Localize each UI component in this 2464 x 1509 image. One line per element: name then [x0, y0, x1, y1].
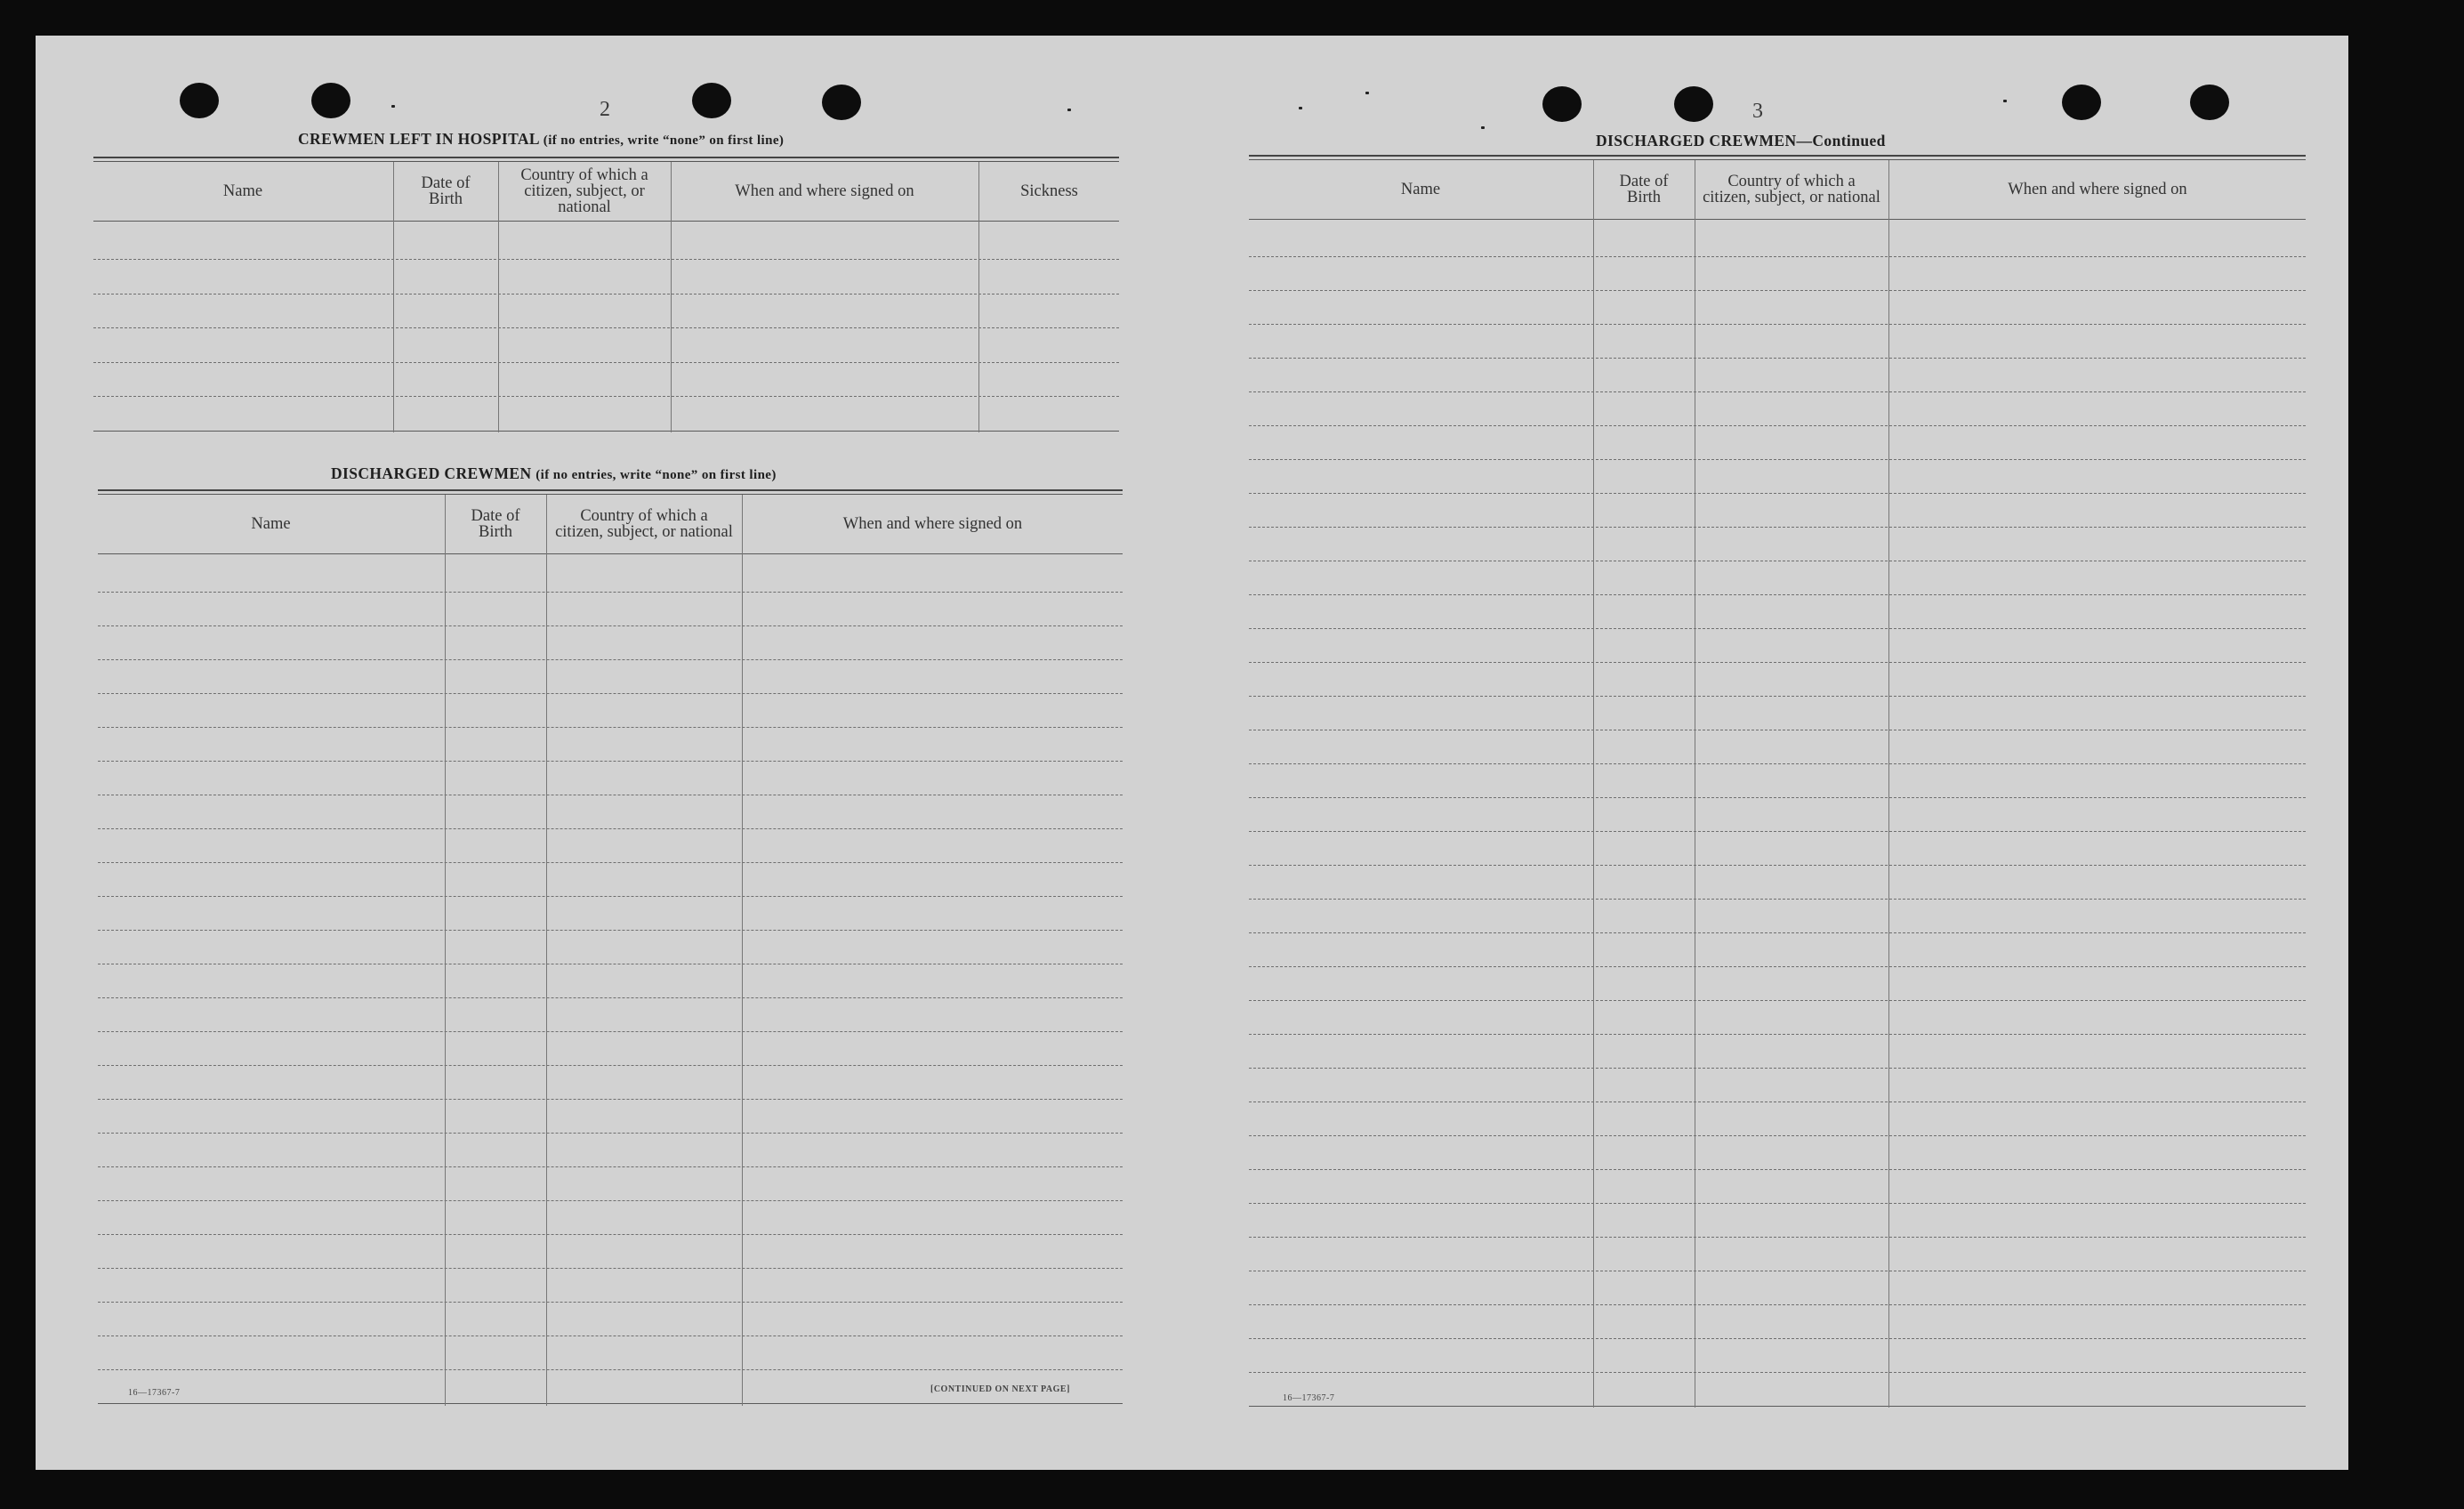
entry-line — [98, 1200, 1123, 1201]
entry-line — [1249, 865, 2306, 866]
form-number: 16—17367-7 — [1283, 1393, 1335, 1403]
column-divider — [445, 495, 446, 1406]
punch-hole — [692, 83, 731, 118]
entry-line — [98, 1302, 1123, 1303]
section-note: (if no entries, write “none” on first line) — [543, 133, 785, 148]
entry-line — [1249, 425, 2306, 426]
column-divider — [393, 162, 394, 432]
punch-hole — [1674, 86, 1713, 122]
column-header-signed-on: When and where signed on — [842, 515, 1023, 533]
entry-line — [98, 1369, 1123, 1370]
entry-line — [98, 862, 1123, 863]
entry-line — [98, 659, 1123, 660]
section-bottom-rule — [93, 431, 1119, 432]
column-header-date-of-birth: Date of Birth — [471, 507, 520, 541]
column-header-signed-on: When and where signed on — [2008, 181, 2187, 198]
entry-line — [1249, 594, 2306, 595]
section-title-text: CREWMEN LEFT IN HOSPITAL — [298, 130, 540, 148]
section-bottom-rule — [98, 1403, 1123, 1404]
section-note: (if no entries, write “none” on first line) — [535, 468, 777, 482]
entry-line — [1249, 1338, 2306, 1339]
column-header-name: Name — [1400, 181, 1441, 198]
entry-line — [1249, 358, 2306, 359]
entry-line — [98, 1234, 1123, 1235]
entry-line — [1249, 459, 2306, 460]
entry-line — [93, 362, 1119, 363]
punch-hole — [311, 83, 350, 118]
page-number: 2 — [600, 98, 610, 121]
entry-line — [1249, 1169, 2306, 1170]
entry-line — [1249, 1237, 2306, 1238]
entry-line — [1249, 966, 2306, 967]
section-title-text: DISCHARGED CREWMEN — [331, 464, 532, 482]
speck — [391, 105, 395, 108]
column-header-date-of-birth: Date of Birth — [1619, 173, 1669, 206]
section-title-discharged-continued: DISCHARGED CREWMEN—Continued — [1596, 132, 1886, 149]
header-rule — [1249, 219, 2306, 220]
entry-line — [1249, 1101, 2306, 1102]
entry-line — [98, 625, 1123, 626]
entry-line — [93, 259, 1119, 260]
entry-line — [1249, 1203, 2306, 1204]
entry-line — [98, 896, 1123, 897]
column-header-sickness: Sickness — [1020, 182, 1078, 200]
form-number: 16—17367-7 — [128, 1388, 181, 1398]
speck — [1481, 126, 1485, 129]
entry-line — [93, 396, 1119, 397]
column-header-name: Name — [251, 515, 291, 533]
entry-line — [98, 1099, 1123, 1100]
section-title-hospital — [298, 130, 784, 149]
entry-line — [1249, 256, 2306, 257]
column-divider — [1593, 160, 1594, 1408]
speck — [1365, 92, 1369, 94]
column-header-country: Country of which a citizen, subject, or national — [520, 166, 648, 216]
entry-line — [1249, 493, 2306, 494]
page-number: 3 — [1752, 100, 1763, 123]
entry-line — [98, 930, 1123, 931]
entry-line — [1249, 391, 2306, 392]
section-title-discharged — [331, 464, 777, 483]
column-divider — [498, 162, 499, 432]
entry-line — [1249, 527, 2306, 528]
column-header-country: Country of which a citizen, subject, or national — [1703, 173, 1880, 206]
column-header-date-of-birth: Date of Birth — [421, 174, 471, 208]
entry-line — [98, 693, 1123, 694]
column-header-signed-on: When and where signed on — [735, 182, 914, 200]
entry-line — [1249, 763, 2306, 764]
entry-line — [98, 1065, 1123, 1066]
speck — [2003, 100, 2007, 102]
speck — [1067, 109, 1071, 111]
entry-line — [98, 761, 1123, 762]
entry-line — [1249, 932, 2306, 933]
column-divider — [671, 162, 672, 432]
entry-line — [98, 828, 1123, 829]
column-divider — [1888, 160, 1889, 1408]
column-divider — [742, 495, 743, 1406]
entry-line — [98, 1133, 1123, 1134]
entry-line — [1249, 1304, 2306, 1305]
entry-line — [93, 294, 1119, 295]
document-sheet — [36, 36, 2348, 1470]
entry-line — [1249, 1372, 2306, 1373]
punch-hole — [2062, 85, 2101, 120]
section-bottom-rule — [1249, 1406, 2306, 1407]
entry-line — [1249, 696, 2306, 697]
entry-line — [98, 1268, 1123, 1269]
entry-line — [1249, 1034, 2306, 1035]
entry-line — [1249, 899, 2306, 900]
entry-line — [98, 1166, 1123, 1167]
entry-line — [1249, 290, 2306, 291]
continued-note: [CONTINUED ON NEXT PAGE] — [930, 1384, 1070, 1394]
punch-hole — [822, 85, 861, 120]
column-divider — [546, 495, 547, 1406]
entry-line — [98, 727, 1123, 728]
punch-hole — [180, 83, 219, 118]
header-rule — [98, 553, 1123, 554]
punch-hole — [2190, 85, 2229, 120]
header-rule — [93, 221, 1119, 222]
entry-line — [1249, 1135, 2306, 1136]
column-header-country: Country of which a citizen, subject, or national — [555, 507, 733, 541]
entry-line — [98, 997, 1123, 998]
entry-line — [93, 327, 1119, 328]
entry-line — [1249, 1000, 2306, 1001]
entry-line — [1249, 628, 2306, 629]
punch-hole — [1542, 86, 1582, 122]
entry-line — [1249, 831, 2306, 832]
entry-line — [98, 592, 1123, 593]
entry-line — [1249, 797, 2306, 798]
column-divider — [978, 162, 979, 432]
speck — [1299, 107, 1302, 109]
column-header-name: Name — [222, 182, 263, 200]
entry-line — [1249, 1068, 2306, 1069]
entry-line — [98, 1031, 1123, 1032]
entry-line — [1249, 324, 2306, 325]
entry-line — [1249, 662, 2306, 663]
